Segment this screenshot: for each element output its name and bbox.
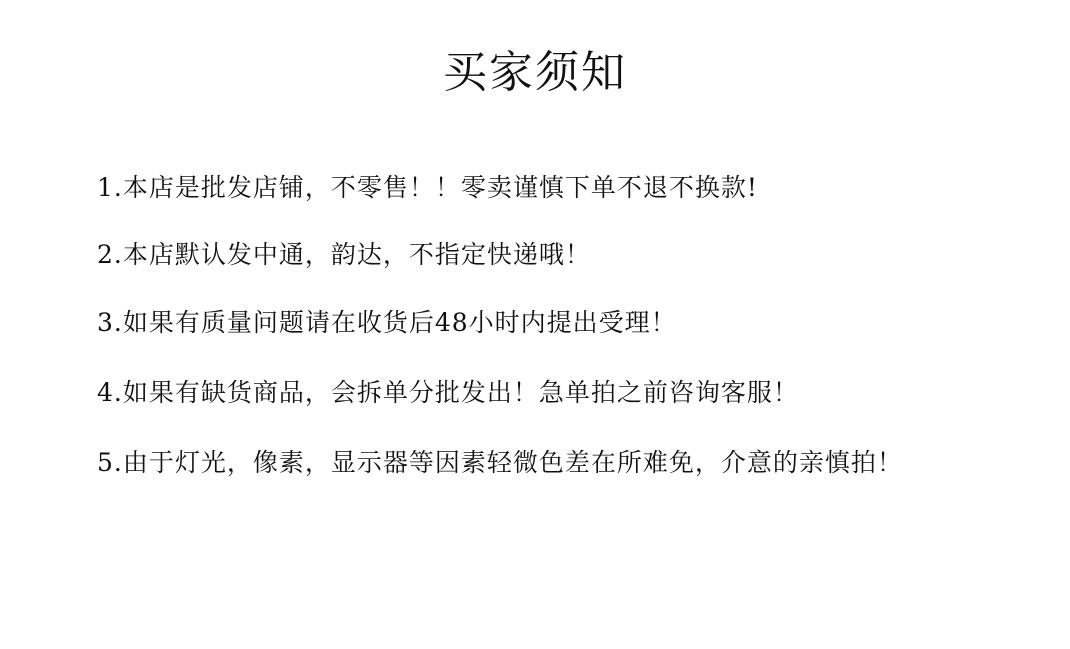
notice-item-out-of-stock: 4.如果有缺货商品，会拆单分批发出！急单拍之前咨询客服！ bbox=[97, 378, 799, 407]
page-title: 买家须知 bbox=[443, 47, 627, 98]
notice-item-quality-claim: 3.如果有质量问题请在收货后48小时内提出受理！ bbox=[97, 308, 677, 337]
notice-item-wholesale-only: 1.本店是批发店铺，不零售！！零卖谨慎下单不退不换款! bbox=[97, 173, 758, 202]
notice-item-color-difference: 5.由于灯光，像素，显示器等因素轻微色差在所难免，介意的亲慎拍！ bbox=[97, 448, 903, 477]
notice-item-shipping: 2.本店默认发中通，韵达，不指定快递哦！ bbox=[97, 240, 591, 269]
